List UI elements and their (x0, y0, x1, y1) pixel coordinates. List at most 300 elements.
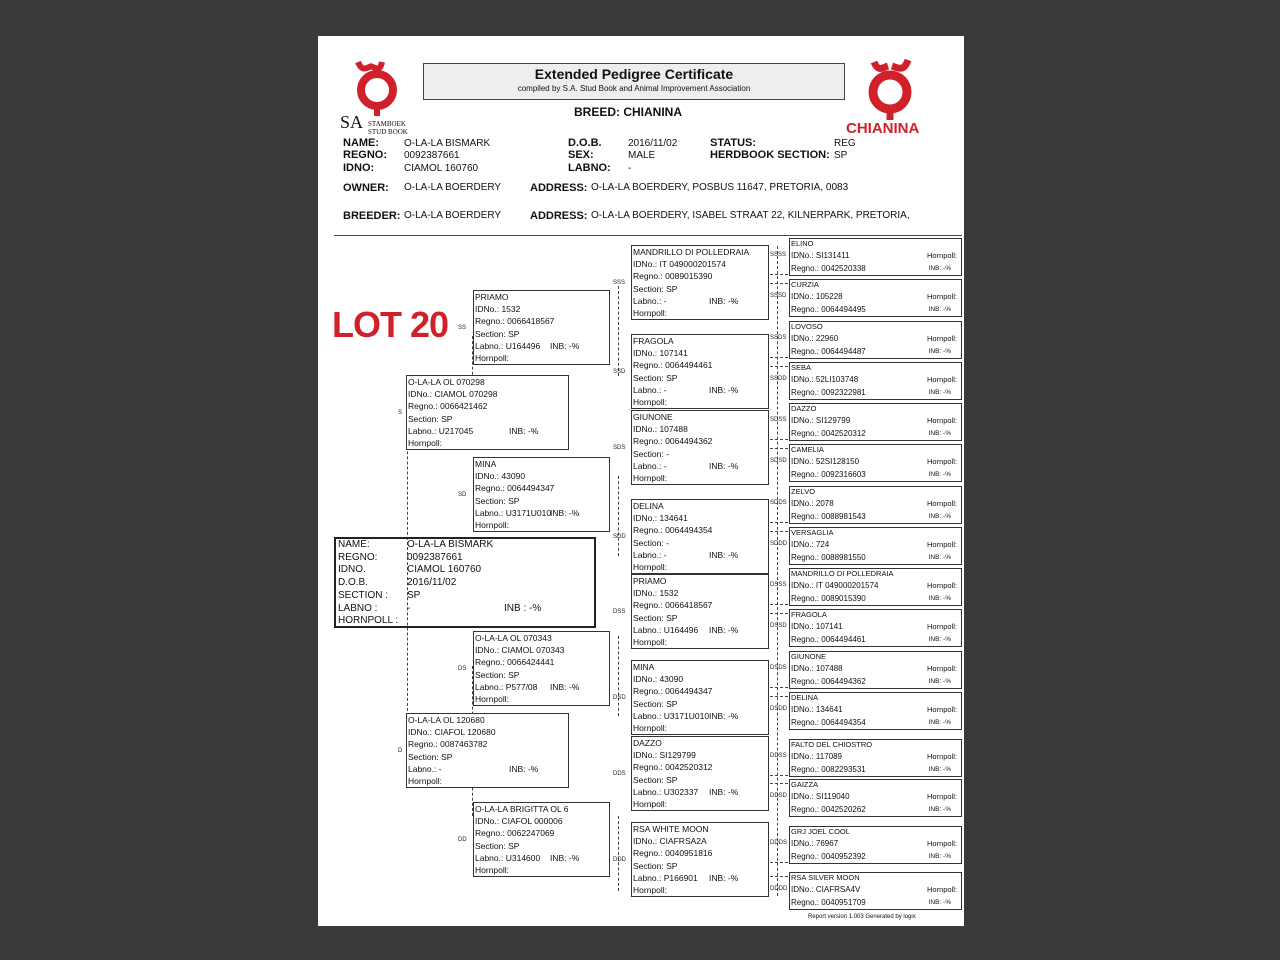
ancestor-name: RSA SILVER MOON (791, 873, 860, 882)
ancestor-idno: IDNo.: 43090 (633, 674, 684, 685)
ancestor-idno: IDNo.: 2078 (791, 499, 834, 508)
ancestor-inb: INB: -% (928, 766, 951, 773)
ancestor-regno-row (791, 675, 961, 688)
ancestor-inb: INB: -% (928, 595, 951, 602)
ancestor-idno-row (791, 332, 961, 345)
connector-line (770, 448, 788, 449)
pedigree-box (631, 660, 769, 735)
ancestor-regno: Regno.: 0066418567 (633, 600, 713, 611)
relationship-code: SSSS (770, 252, 787, 258)
connector-line (770, 357, 788, 358)
ancestor-section: Section: - (633, 537, 669, 548)
pedigree-box-gen4 (789, 779, 962, 817)
ancestor-inb: INB: -% (928, 678, 951, 685)
ancestor-idno: IDNo.: CIAFOL 120680 (408, 727, 496, 738)
connector-line (770, 283, 788, 284)
ancestor-regno: Regno.: 0087463782 (408, 739, 488, 750)
pedigree-box-gen4 (789, 568, 962, 606)
ancestor-idno: IDNo.: 76967 (791, 839, 839, 848)
pedigree-box-gen4 (789, 651, 962, 689)
ancestor-name: GRJ JOEL COOL (791, 827, 850, 836)
ancestor-hornpoll: Hornpoll: (633, 561, 668, 572)
ancestor-hornpoll: Hornpoll: (926, 705, 957, 714)
ancestor-labno-row (633, 786, 768, 798)
ancestor-idno-row (791, 703, 961, 716)
ancestor-inb: INB: -% (928, 554, 951, 561)
ancestor-regno: Regno.: 0082293531 (791, 765, 866, 774)
subject-key: IDNO. (338, 564, 366, 576)
ancestor-labno: Labno.: U217045 (408, 425, 474, 436)
relationship-code: SDS (613, 444, 626, 451)
ancestor-idno: IDNo.: 22960 (791, 334, 839, 343)
ancestor-idno: IDNo.: SI129799 (633, 750, 696, 761)
breeder-address-value: O-LA-LA BOERDERY, ISABEL STRAAT 22, KILNERPARK, PRETORIA, (591, 210, 910, 221)
ancestor-inb: INB: -% (509, 763, 539, 774)
ancestor-inb: INB: -% (550, 340, 580, 351)
ancestor-labno-row (633, 624, 768, 636)
ancestor-idno: IDNo.: 107488 (791, 664, 843, 673)
ancestor-idno: IDNo.: SI119040 (791, 792, 850, 801)
ancestor-labno: Labno.: U3171U010 (475, 507, 552, 518)
subject-key: REGNO: (338, 551, 378, 563)
ancestor-regno: Regno.: 0040951816 (633, 848, 713, 859)
ancestor-hornpoll: Hornpoll: (475, 519, 510, 530)
subject-key: D.O.B. (338, 577, 369, 589)
ancestor-inb: INB: -% (709, 549, 739, 560)
ancestor-section: Section: SP (633, 860, 678, 871)
ancestor-name: MANDRILLO DI POLLEDRAIA (633, 247, 750, 257)
ancestor-idno-row (791, 455, 961, 468)
breeder-value: O-LA-LA BOERDERY (404, 210, 502, 221)
ancestor-regno-row (791, 716, 961, 729)
relationship-code: SSSD (770, 293, 787, 299)
ancestor-idno-row (791, 579, 961, 592)
ancestor-name: CAMELIA (791, 445, 824, 454)
relationship-code: DS (458, 665, 467, 672)
ancestor-name: CURZIA (791, 280, 819, 289)
sa-studbook-logo (340, 54, 430, 140)
ancestor-section: Section: SP (408, 413, 453, 424)
ancestor-hornpoll: Hornpoll: (926, 664, 957, 673)
idno-value: CIAMOL 160760 (404, 163, 479, 174)
ancestor-name: FALTO DEL CHIOSTRO (791, 740, 873, 749)
ancestor-inb: INB: -% (928, 719, 951, 726)
ancestor-inb: INB: -% (550, 507, 580, 518)
breed-label: BREED: CHIANINA (574, 105, 682, 119)
connector-line (770, 366, 788, 367)
ancestor-section: Section: - (633, 448, 669, 459)
pedigree-box (631, 410, 769, 485)
ancestor-idno-row (791, 414, 961, 427)
relationship-code: SSS (613, 279, 626, 286)
ancestor-hornpoll: Hornpoll: (926, 581, 957, 590)
ancestor-regno: Regno.: 0089015390 (633, 271, 713, 282)
ancestor-labno: Labno.: U3171U010 (633, 710, 710, 721)
herdbook-label: HERDBOOK SECTION: (710, 149, 830, 161)
connector-line (618, 476, 619, 556)
ancestor-inb: INB: -% (509, 425, 539, 436)
ancestor-name: ELINO (791, 239, 814, 248)
connector-line (770, 274, 788, 275)
ancestor-regno: Regno.: 0042520262 (791, 805, 866, 814)
breeder-address-label: ADDRESS: (530, 210, 588, 222)
relationship-code: SDSD (770, 458, 787, 464)
ancestor-regno-row (791, 592, 961, 605)
ancestor-inb: INB: -% (928, 265, 951, 272)
ancestor-regno: Regno.: 0092316603 (791, 470, 866, 479)
regno-value: 0092387661 (404, 150, 460, 161)
ancestor-idno: IDNo.: CIAFRSA4V (791, 885, 861, 894)
ancestor-idno-row (791, 249, 961, 262)
ancestor-name: DELINA (791, 693, 819, 702)
name-value: O-LA-LA BISMARK (404, 138, 491, 149)
ancestor-inb: INB: -% (928, 899, 951, 906)
herdbook-value: SP (834, 150, 848, 161)
ancestor-regno-row (791, 386, 961, 399)
ancestor-section: Section: SP (633, 612, 678, 623)
ancestor-name: FRAGOLA (633, 336, 674, 346)
certificate-page (318, 36, 964, 926)
pedigree-box (473, 457, 610, 532)
ancestor-regno-row (791, 468, 961, 481)
ancestor-labno-row (408, 763, 568, 775)
connector-line (770, 439, 788, 440)
ancestor-regno-row (791, 763, 961, 776)
ancestor-name: O-LA-LA OL 120680 (408, 715, 485, 725)
ancestor-name: PRIAMO (475, 292, 509, 302)
ancestor-section: Section: SP (475, 840, 520, 851)
ancestor-hornpoll: Hornpoll: (633, 307, 668, 318)
idno-label: IDNO: (343, 162, 375, 174)
relationship-code: DSDD (770, 706, 788, 712)
ancestor-inb: INB: -% (550, 852, 580, 863)
ancestor-labno: Labno.: - (633, 549, 667, 560)
pedigree-box (631, 245, 769, 320)
relationship-code: DDD (613, 856, 626, 863)
pedigree-box-gen4 (789, 739, 962, 777)
ancestor-name: MINA (633, 662, 655, 672)
ancestor-regno: Regno.: 0064494354 (633, 525, 713, 536)
ancestor-regno: Regno.: 0042520338 (791, 264, 866, 273)
ancestor-regno: Regno.: 0042520312 (633, 762, 713, 773)
ancestor-idno-row (791, 373, 961, 386)
pedigree-box-gen4 (789, 486, 962, 524)
ancestor-inb: INB: -% (928, 430, 951, 437)
ancestor-regno-row (791, 345, 961, 358)
status-value: REG (834, 138, 856, 149)
subject-value: - (407, 602, 411, 614)
relationship-code: SDSS (770, 417, 787, 423)
chianina-logo-text: CHIANINA (846, 120, 920, 137)
ancestor-name: GIUNONE (791, 652, 827, 661)
ancestor-regno-row (791, 803, 961, 816)
ancestor-inb: INB: -% (928, 389, 951, 396)
ancestor-section: Section: SP (475, 669, 520, 680)
ancestor-name: ZELVO (791, 487, 816, 496)
ancestor-name: O-LA-LA BRIGITTA OL 6 (475, 804, 569, 814)
ancestor-inb: INB: -% (928, 348, 951, 355)
ancestor-labno-row (475, 852, 609, 864)
pedigree-box (631, 334, 769, 409)
owner-label: OWNER: (343, 182, 389, 194)
pedigree-box-gen4 (789, 362, 962, 400)
ancestor-inb: INB: -% (709, 295, 739, 306)
relationship-code: DSSD (770, 623, 787, 629)
ancestor-name: SEBA (791, 363, 812, 372)
ancestor-labno-row (633, 295, 768, 307)
ancestor-hornpoll: Hornpoll: (926, 752, 957, 761)
ancestor-labno-row (633, 710, 768, 722)
connector-line (770, 862, 788, 863)
ancestor-section: Section: SP (633, 774, 678, 785)
pedigree-box-gen4 (789, 609, 962, 647)
ancestor-idno: IDNo.: 107141 (633, 348, 688, 359)
pedigree-box (473, 631, 610, 706)
ancestor-name: O-LA-LA OL 070343 (475, 633, 552, 643)
pedigree-box (406, 375, 569, 450)
ancestor-idno: IDNo.: IT 049000201574 (791, 581, 879, 590)
subject-value: 0092387661 (407, 551, 463, 563)
ancestor-name: FRAGOLA (791, 610, 827, 619)
ancestor-name: DAZZO (791, 404, 817, 413)
chianina-bull-icon (846, 54, 956, 126)
ancestor-hornpoll: Hornpoll: (926, 251, 957, 260)
ancestor-inb: INB: -% (709, 460, 739, 471)
ancestor-labno-row (633, 549, 768, 561)
ancestor-idno-row (791, 497, 961, 510)
ancestor-labno-row (475, 340, 609, 352)
sa-logo-text: SA STAMBOEK STUD BOOK (340, 112, 408, 136)
name-label: NAME: (343, 137, 380, 149)
connector-line (770, 522, 788, 523)
ancestor-regno-row (791, 510, 961, 523)
certificate-title: Extended Pedigree Certificate (534, 66, 734, 82)
ancestor-labno: Labno.: P577/08 (475, 681, 538, 692)
ancestor-idno: IDNo.: CIAFOL 000006 (475, 816, 563, 827)
ancestor-regno-row (791, 427, 961, 440)
ancestor-idno: IDNo.: 134641 (633, 513, 688, 524)
relationship-code: SDD (613, 533, 626, 540)
ancestor-idno: IDNo.: 1532 (475, 304, 521, 315)
ancestor-hornpoll: Hornpoll: (926, 292, 957, 301)
pedigree-box-gen4 (789, 279, 962, 317)
connector-line (770, 613, 788, 614)
ancestor-idno: IDNo.: 52LI103748 (791, 375, 859, 384)
relationship-code: DDS (613, 770, 626, 777)
ancestor-labno: Labno.: U164496 (475, 340, 541, 351)
dob-value: 2016/11/02 (628, 138, 678, 149)
subject-key: HORNPOLL : (338, 615, 399, 627)
connector-line (770, 687, 788, 688)
ancestor-inb: INB: -% (928, 636, 951, 643)
ancestor-labno: Labno.: U314600 (475, 852, 541, 863)
labno-value: - (628, 163, 632, 174)
ancestor-inb: INB: -% (928, 853, 951, 860)
ancestor-idno: IDNo.: 107488 (633, 424, 688, 435)
relationship-code: DSSS (770, 582, 787, 588)
ancestor-regno-row (791, 303, 961, 316)
labno-label: LABNO: (568, 162, 611, 174)
ancestor-regno-row (791, 850, 961, 863)
ancestor-name: MANDRILLO DI POLLEDRAIA (791, 569, 894, 578)
ancestor-regno: Regno.: 0064494362 (633, 436, 713, 447)
ancestor-labno-row (633, 872, 768, 884)
ancestor-section: Section: SP (633, 698, 678, 709)
ancestor-hornpoll: Hornpoll: (475, 693, 510, 704)
ancestor-idno: IDNo.: 105228 (791, 292, 843, 301)
ancestor-inb: INB: -% (928, 306, 951, 313)
ancestor-hornpoll: Hornpoll: (926, 334, 957, 343)
ancestor-hornpoll: Hornpoll: (926, 375, 957, 384)
pedigree-box (473, 290, 610, 365)
report-footer: Report version 1.003 Generated by logix (808, 914, 916, 920)
relationship-code: DDSS (770, 753, 787, 759)
ancestor-name: GIUNONE (633, 412, 673, 422)
ancestor-regno-row (791, 896, 961, 909)
pedigree-box (631, 736, 769, 811)
lot-number: LOT 20 (332, 304, 449, 345)
relationship-code: SSD (613, 368, 626, 375)
ancestor-regno-row (791, 551, 961, 564)
ancestor-idno: IDNo.: 134641 (791, 705, 843, 714)
ancestor-name: VERSAGLIA (791, 528, 834, 537)
ancestor-hornpoll: Hornpoll: (926, 416, 957, 425)
ancestor-idno-row (791, 290, 961, 303)
ancestor-inb: INB: -% (709, 384, 739, 395)
pedigree-box-gen4 (789, 321, 962, 359)
ancestor-hornpoll: Hornpoll: (633, 396, 668, 407)
pedigree-box-gen4 (789, 238, 962, 276)
subject-value: CIAMOL 160760 (407, 564, 482, 576)
owner-address-label: ADDRESS: (530, 182, 588, 194)
connector-line (618, 636, 619, 716)
relationship-code: DDSD (770, 793, 788, 799)
sex-label: SEX: (568, 149, 594, 161)
ancestor-idno-row (791, 883, 961, 896)
ancestor-inb: INB: -% (550, 681, 580, 692)
ancestor-inb: INB: -% (709, 710, 739, 721)
ancestor-regno: Regno.: 0064494347 (633, 686, 713, 697)
breeder-label: BREEDER: (343, 210, 401, 222)
ancestor-regno: Regno.: 0064494461 (791, 635, 866, 644)
ancestor-regno-row (791, 262, 961, 275)
owner-address-value: O-LA-LA BOERDERY, POSBUS 11647, PRETORIA, 0083 (591, 182, 849, 193)
ancestor-idno: IDNo.: 117089 (791, 752, 842, 761)
ancestor-idno: IDNo.: 107141 (791, 622, 843, 631)
ancestor-section: Section: SP (633, 372, 678, 383)
pedigree-box-gen4 (789, 692, 962, 730)
regno-label: REGNO: (343, 149, 387, 161)
ancestor-hornpoll: Hornpoll: (926, 457, 957, 466)
subject-animal-box (334, 537, 596, 628)
ancestor-regno: Regno.: 0088981543 (791, 512, 866, 521)
pedigree-box-gen4 (789, 872, 962, 910)
ancestor-idno: IDNo.: 1532 (633, 588, 679, 599)
ancestor-hornpoll: Hornpoll: (633, 884, 668, 895)
ancestor-regno: Regno.: 0062247069 (475, 828, 555, 839)
ancestor-hornpoll: Hornpoll: (408, 775, 443, 786)
pedigree-box (631, 822, 769, 897)
connector-line (770, 604, 788, 605)
relationship-code: SSDD (770, 376, 787, 382)
ancestor-idno: IDNo.: 52SI128150 (791, 457, 860, 466)
ancestor-name: MINA (475, 459, 497, 469)
ancestor-idno: IDNo.: SI131411 (791, 251, 850, 260)
ancestor-idno: IDNo.: 43090 (475, 471, 526, 482)
subject-value: SP (407, 589, 421, 601)
ancestor-labno-row (408, 425, 568, 437)
pedigree-box-gen4 (789, 403, 962, 441)
ancestor-hornpoll: Hornpoll: (926, 792, 957, 801)
ancestor-hornpoll: Hornpoll: (926, 622, 957, 631)
ancestor-labno: Labno.: - (633, 295, 667, 306)
ancestor-labno: Labno.: U302337 (633, 786, 699, 797)
subject-key: LABNO : (338, 602, 378, 614)
ancestor-idno: IDNo.: CIAMOL 070343 (475, 645, 565, 656)
relationship-code: SDDD (770, 541, 788, 547)
relationship-code: S (398, 409, 403, 416)
connector-line (770, 775, 788, 776)
ancestor-idno-row (791, 790, 961, 803)
ancestor-idno-row (791, 750, 961, 763)
ancestor-regno: Regno.: 0092322981 (791, 388, 866, 397)
ancestor-regno: Regno.: 0066421462 (408, 401, 488, 412)
relationship-code: DSS (613, 608, 626, 615)
pedigree-box-gen4 (789, 826, 962, 864)
ancestor-regno: Regno.: 0066424441 (475, 657, 555, 668)
relationship-code: DD (458, 836, 467, 843)
pedigree-box (631, 574, 769, 649)
ancestor-section: Section: SP (475, 328, 520, 339)
ancestor-idno-row (791, 837, 961, 850)
ancestor-idno-row (791, 662, 961, 675)
ancestor-inb: INB: -% (709, 786, 739, 797)
ancestor-hornpoll: Hornpoll: (633, 798, 668, 809)
ancestor-inb: INB: -% (928, 471, 951, 478)
ancestor-labno-row (475, 507, 609, 519)
ancestor-hornpoll: Hornpoll: (926, 499, 957, 508)
connector-line (770, 531, 788, 532)
title-box (423, 63, 845, 100)
ancestor-idno: IDNo.: CIAFRSA2A (633, 836, 707, 847)
ancestor-labno-row (475, 681, 609, 693)
ancestor-labno-row (633, 460, 768, 472)
relationship-code: SS (458, 324, 467, 331)
relationship-code: DSDS (770, 665, 787, 671)
ancestor-hornpoll: Hornpoll: (633, 722, 668, 733)
ancestor-idno-row (791, 538, 961, 551)
ancestor-regno: Regno.: 0064494347 (475, 483, 555, 494)
relationship-code: SD (458, 491, 467, 498)
connector-line (770, 876, 788, 877)
ancestor-idno: IDNo.: CIAMOL 070298 (408, 389, 498, 400)
ancestor-section: Section: SP (633, 283, 678, 294)
ancestor-labno: Labno.: U164496 (633, 624, 699, 635)
ancestor-hornpoll: Hornpoll: (475, 864, 510, 875)
subject-key: NAME: (338, 539, 370, 550)
relationship-code: SSDS (770, 335, 787, 341)
ancestor-regno-row (791, 633, 961, 646)
relationship-code: DDDS (770, 840, 788, 846)
connector-line (618, 286, 619, 376)
relationship-code: DDDD (770, 886, 788, 892)
connector-line (770, 696, 788, 697)
relationship-code: DSD (613, 694, 626, 701)
ancestor-hornpoll: Hornpoll: (633, 472, 668, 483)
subject-value: 2016/11/02 (407, 577, 457, 589)
sex-value: MALE (628, 150, 656, 161)
ancestor-regno: Regno.: 0089015390 (791, 594, 866, 603)
